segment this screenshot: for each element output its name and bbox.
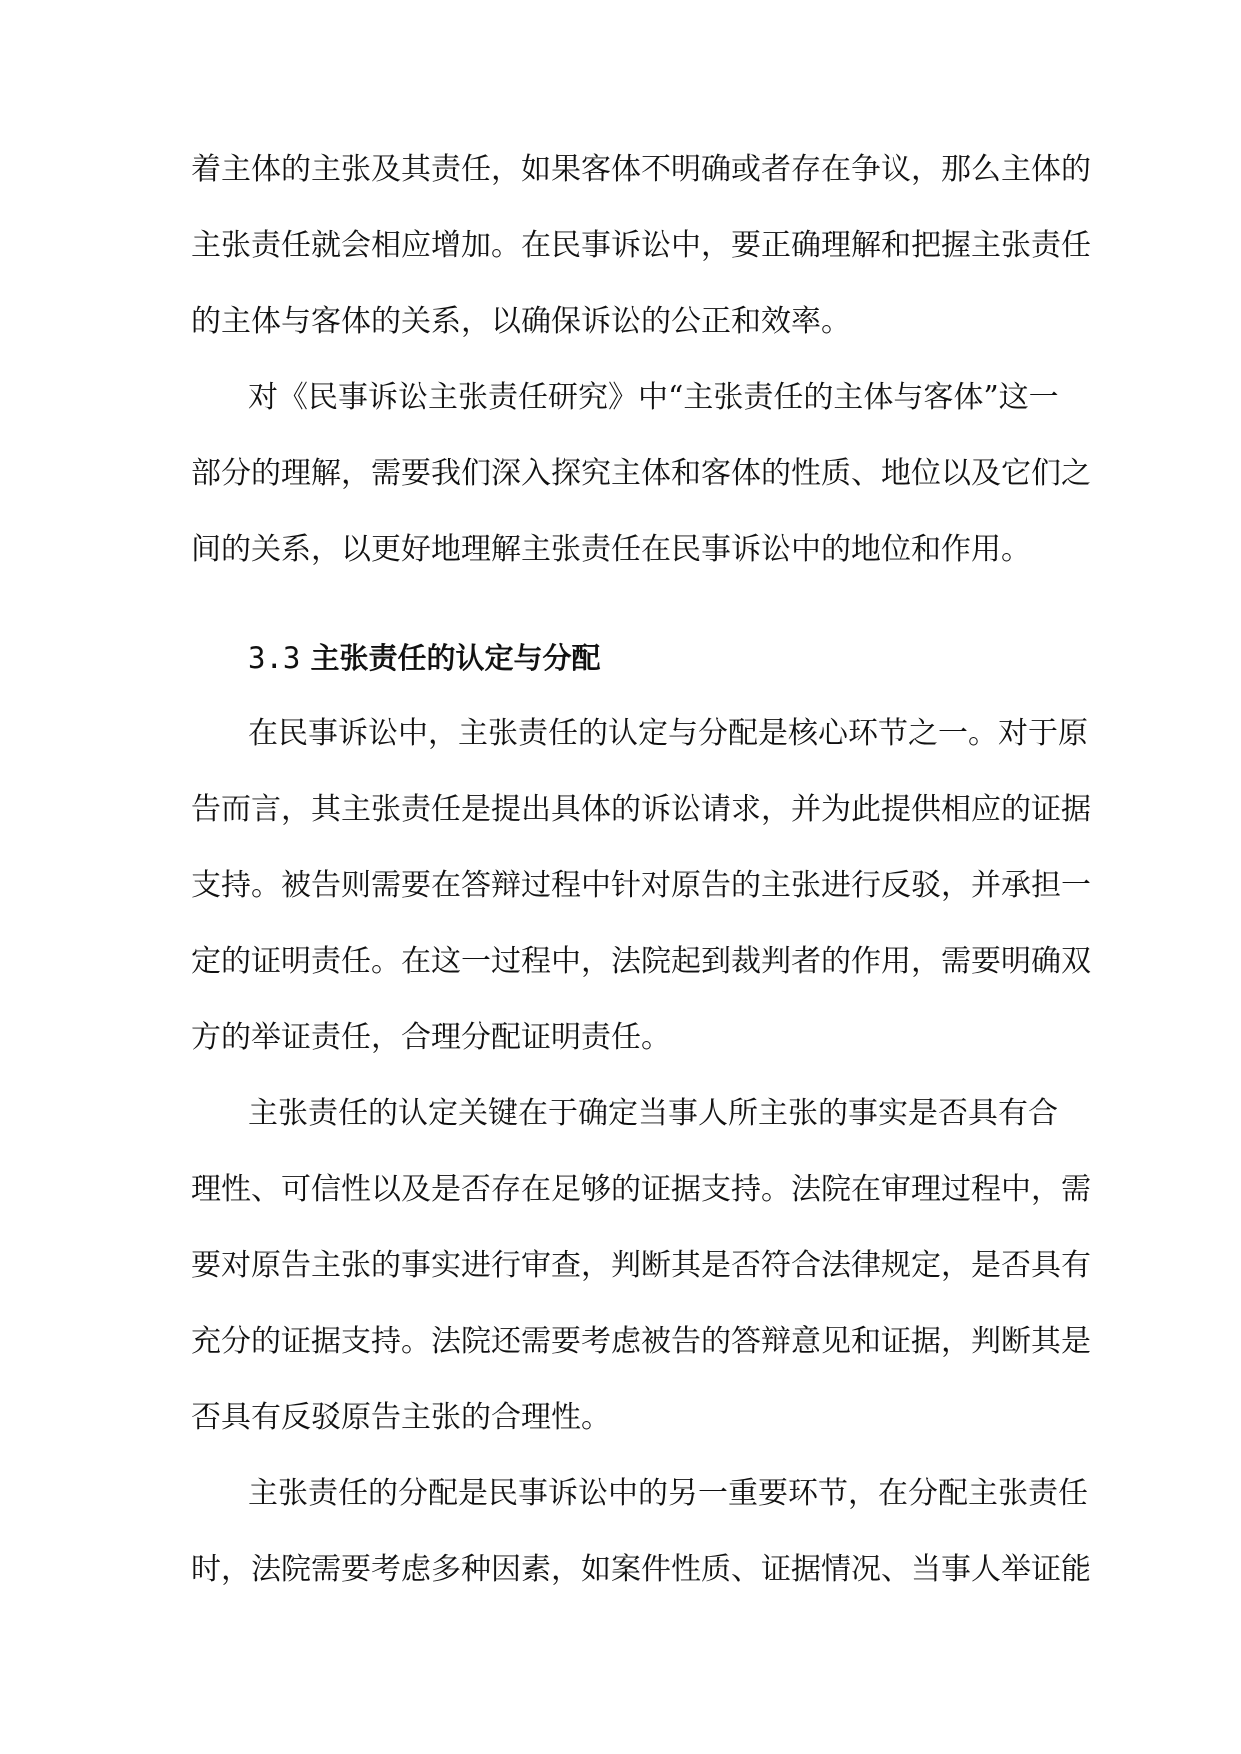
paragraph-line: 部分的理解，需要我们深入探究主体和客体的性质、地位以及它们之 [191, 456, 1091, 491]
paragraph-line: 方的举证责任，合理分配证明责任。 [191, 1020, 671, 1055]
paragraph-line: 对《民事诉讼主张责任研究》中“主张责任的主体与客体”这一 [248, 380, 1059, 415]
paragraph-line: 在民事诉讼中，主张责任的认定与分配是核心环节之一。对于原 [248, 716, 1088, 751]
paragraph-line: 理性、可信性以及是否存在足够的证据支持。法院在审理过程中，需 [191, 1172, 1091, 1207]
paragraph-line: 告而言，其主张责任是提出具体的诉讼请求，并为此提供相应的证据 [191, 792, 1091, 827]
paragraph-line: 时，法院需要考虑多种因素，如案件性质、证据情况、当事人举证能 [191, 1552, 1091, 1587]
paragraph-line: 主张责任就会相应增加。在民事诉讼中，要正确理解和把握主张责任 [191, 228, 1091, 263]
section-number: 3.3 [248, 641, 301, 675]
paragraph-line: 要对原告主张的事实进行审查，判断其是否符合法律规定，是否具有 [191, 1248, 1091, 1283]
paragraph-line: 定的证明责任。在这一过程中，法院起到裁判者的作用，需要明确双 [191, 944, 1091, 979]
paragraph-line: 主张责任的分配是民事诉讼中的另一重要环节，在分配主张责任 [248, 1476, 1088, 1511]
paragraph-line: 着主体的主张及其责任，如果客体不明确或者存在争议，那么主体的 [191, 152, 1091, 187]
paragraph-line: 间的关系，以更好地理解主张责任在民事诉讼中的地位和作用。 [191, 532, 1031, 567]
section-heading [248, 638, 601, 678]
paragraph-line: 的主体与客体的关系，以确保诉讼的公正和效率。 [191, 304, 851, 339]
section-title: 主张责任的认定与分配 [310, 641, 601, 675]
paragraph-line: 充分的证据支持。法院还需要考虑被告的答辩意见和证据，判断其是 [191, 1324, 1091, 1359]
paragraph-line: 否具有反驳原告主张的合理性。 [191, 1400, 611, 1435]
paragraph-line: 主张责任的认定关键在于确定当事人所主张的事实是否具有合 [248, 1096, 1058, 1131]
paragraph-line: 支持。被告则需要在答辩过程中针对原告的主张进行反驳，并承担一 [191, 868, 1091, 903]
